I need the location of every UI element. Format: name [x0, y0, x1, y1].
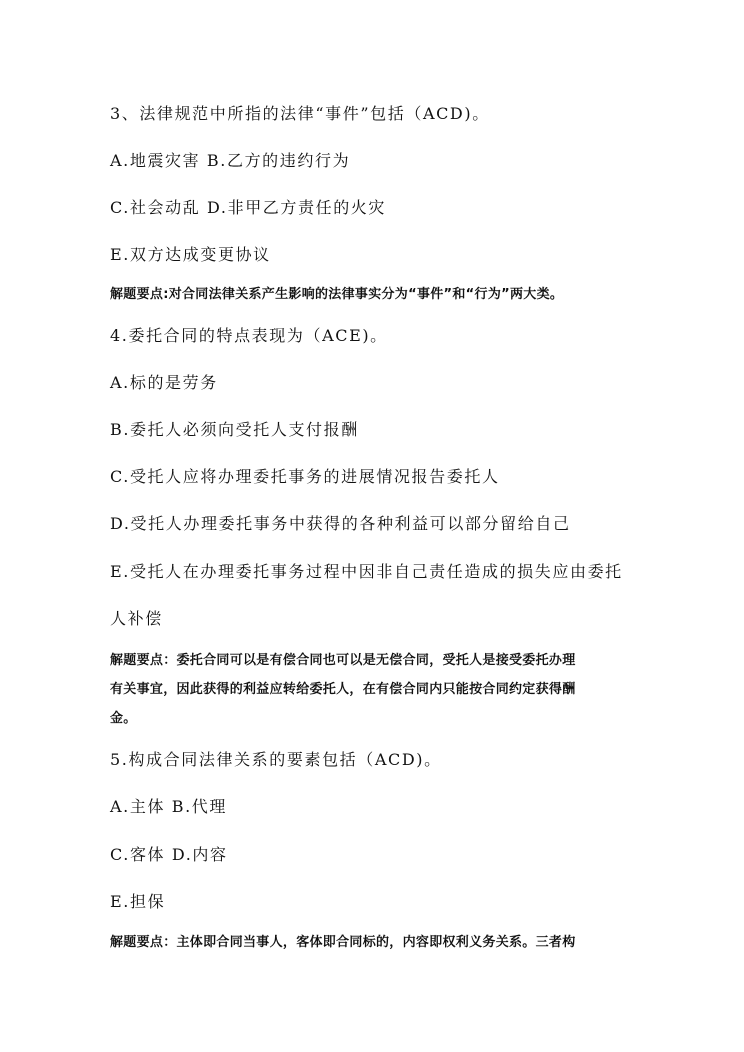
q4-option-c: C.受托人应将办理委托事务的进展情况报告委托人 — [110, 467, 500, 486]
q4-option-d: D.受托人办理委托事务中获得的各种利益可以部分留给自己 — [110, 514, 571, 533]
q4-explanation-line-1: 解题要点：委托合同可以是有偿合同也可以是无偿合同，受托人是接受委托办理 — [110, 653, 576, 668]
q3-option-cd: C.社会动乱 D.非甲乙方责任的火灾 — [110, 198, 386, 217]
q3-option-ab: A.地震灾害 B.乙方的违约行为 — [110, 151, 351, 170]
q5-option-cd: C.客体 D.内容 — [110, 845, 228, 864]
q3-option-e: E.双方达成变更协议 — [110, 245, 271, 264]
q3-explanation: 解题要点:对合同法律关系产生影响的法律事实分为“事件”和“行为”两大类。 — [110, 287, 564, 302]
q4-explanation-line-2: 有关事宜，因此获得的利益应转给委托人，在有偿合同内只能按合同约定获得酬 — [110, 682, 576, 697]
q4-question: 4.委托合同的特点表现为（ACE)。 — [110, 326, 388, 345]
q4-option-e-continued: 人补偿 — [110, 609, 163, 628]
q5-question: 5.构成合同法律关系的要素包括（ACD)。 — [110, 750, 442, 769]
q5-explanation: 解题要点：主体即合同当事人，客体即合同标的，内容即权利义务关系。三者构 — [110, 935, 576, 950]
q3-question: 3、法律规范中所指的法律“事件”包括（ACD)。 — [110, 104, 490, 123]
q4-option-b: B.委托人必须向受托人支付报酬 — [110, 420, 359, 439]
q5-option-ab: A.主体 B.代理 — [110, 797, 227, 816]
q4-option-a: A.标的是劳务 — [110, 373, 218, 392]
q4-option-e: E.受托人在办理委托事务过程中因非自己责任造成的损失应由委托 — [110, 562, 623, 581]
q4-explanation-line-3: 金。 — [110, 711, 137, 726]
q5-option-e: E.担保 — [110, 892, 166, 911]
